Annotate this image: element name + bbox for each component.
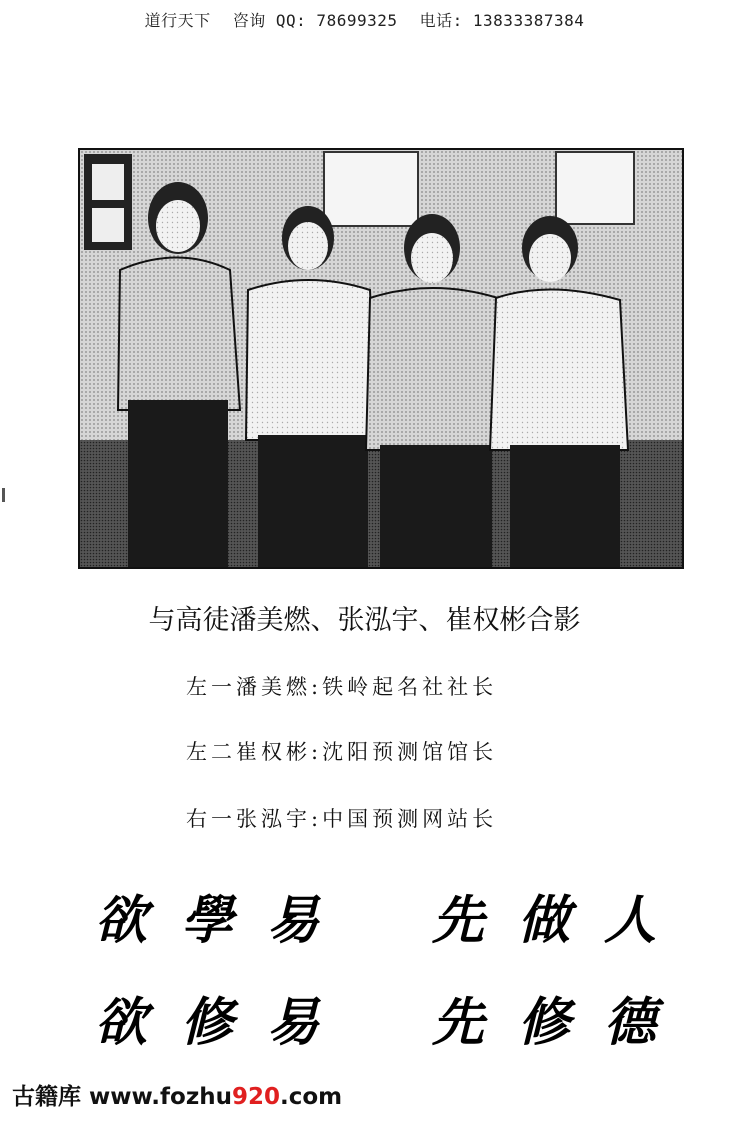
calligraphy-row1-left: 欲學易 — [95, 890, 354, 951]
scan-edge-mark — [2, 488, 5, 502]
header-qq: 咨询 QQ: 78699325 — [232, 11, 398, 30]
caption-line-right-one: 右一张泓宇:中国预测网站长 — [186, 807, 498, 831]
calligraphy-row2-left: 欲修易 — [95, 992, 354, 1053]
calligraphy-row2-right: 先修德 — [432, 992, 691, 1053]
footer-brand: 古籍库 — [12, 1084, 81, 1110]
page-header — [0, 8, 729, 31]
calligraphy-row1-right: 先做人 — [432, 890, 691, 951]
header-phone: 电话: 13833387384 — [419, 11, 585, 30]
photo-caption: 与高徒潘美燃、张泓宇、崔权彬合影 — [148, 605, 581, 636]
caption-line-left-one: 左一潘美燃:铁岭起名社社长 — [186, 675, 498, 699]
header-site: 道行天下 — [144, 11, 211, 30]
footer-watermark — [12, 1078, 342, 1111]
group-photo-illustration — [80, 150, 682, 567]
group-photo — [78, 148, 684, 569]
footer-domain-suffix: .com — [279, 1084, 343, 1110]
footer-domain-number: 920 — [231, 1084, 280, 1110]
caption-line-left-two: 左二崔权彬:沈阳预测馆馆长 — [186, 740, 498, 764]
footer-domain-prefix: www.fozhu — [89, 1084, 232, 1110]
